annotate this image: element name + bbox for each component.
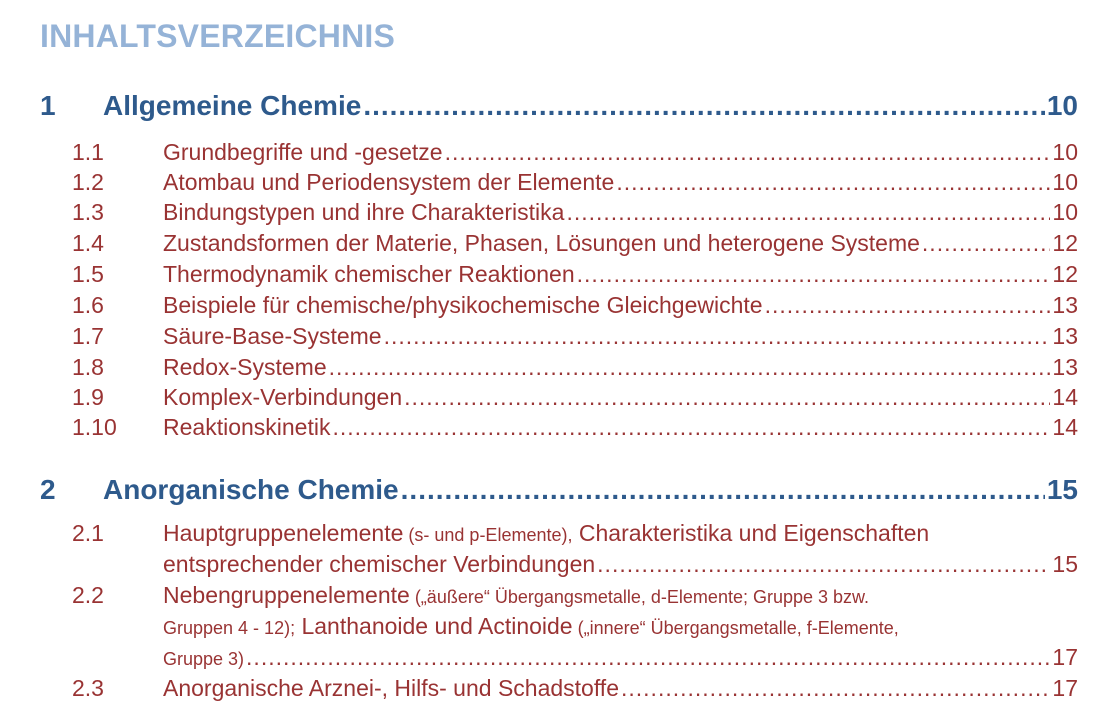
page-number: 17 <box>1052 675 1078 701</box>
section-title[interactable]: Beispiele für chemische/physikochemische Gleichgewichte <box>163 292 763 318</box>
section-title[interactable]: Säure-Base-Systeme <box>163 323 382 349</box>
page-number: 12 <box>1052 261 1078 287</box>
toc-section-1-9[interactable] <box>0 382 1112 412</box>
toc-title: INHALTSVERZEICHNIS <box>40 18 396 54</box>
dot-leader <box>616 167 1050 197</box>
toc-section-1-7[interactable] <box>0 321 1112 351</box>
page-number: 13 <box>1052 323 1078 349</box>
section-title-line2[interactable]: entsprechender chemischer Verbindungen <box>163 551 596 577</box>
toc-section-2-2[interactable] <box>0 580 1112 673</box>
section-title[interactable]: Reaktionskinetik <box>163 414 331 440</box>
dot-leader <box>401 468 1045 512</box>
section-title[interactable]: Redox-Systeme <box>163 354 327 380</box>
page-number: 10 <box>1046 90 1078 121</box>
section-title-line2[interactable]: Gruppen 4 - 12); Lanthanoide und Actinoide („innere“ Übergangsmetalle, f-Elemente, <box>163 613 899 639</box>
section-title[interactable]: Anorganische Arznei-, Hilfs- und Schadstoffe <box>163 675 619 701</box>
dot-leader <box>597 549 1050 580</box>
section-title-line1[interactable]: Nebengruppenelemente („äußere“ Übergangsmetalle, d-Elemente; Gruppe 3 bzw. <box>163 582 870 608</box>
section-title[interactable]: Zustandsformen der Materie, Phasen, Lösungen und heterogene Systeme <box>163 230 920 256</box>
page-number: 15 <box>1052 551 1078 577</box>
toc-chapter-2[interactable] <box>0 468 1112 512</box>
toc-section-2-3[interactable] <box>0 673 1112 703</box>
dot-leader <box>445 137 1051 167</box>
dot-leader <box>246 642 1050 673</box>
section-number: 2.2 <box>72 582 104 608</box>
toc-section-1-2[interactable] <box>0 167 1112 197</box>
toc-section-1-3[interactable] <box>0 197 1112 227</box>
dot-leader <box>922 228 1050 258</box>
dot-leader <box>329 352 1051 382</box>
toc-section-1-1[interactable] <box>0 137 1112 167</box>
page-number: 12 <box>1052 230 1078 256</box>
section-title[interactable]: Thermodynamik chemischer Reaktionen <box>163 261 575 287</box>
dot-leader <box>363 84 1045 128</box>
toc-section-1-8[interactable] <box>0 352 1112 382</box>
dot-leader <box>566 197 1050 227</box>
toc-chapter-1[interactable] <box>0 84 1112 128</box>
chapter-number: 2 <box>40 474 56 505</box>
toc-section-1-10[interactable] <box>0 412 1112 442</box>
section-title[interactable]: Bindungstypen und ihre Charakteristika <box>163 199 565 225</box>
page-number: 13 <box>1052 292 1078 318</box>
chapter-title[interactable]: Anorganische Chemie <box>103 474 399 505</box>
toc-section-1-4[interactable] <box>0 228 1112 258</box>
section-number: 1.9 <box>72 384 104 410</box>
dot-leader <box>765 290 1051 320</box>
section-number: 1.8 <box>72 354 104 380</box>
section-title[interactable]: Komplex-Verbindungen <box>163 384 403 410</box>
section-title-line1[interactable]: Hauptgruppenelemente (s- und p-Elemente), Charakteristika und Eigenschaften <box>163 520 930 546</box>
dot-leader <box>332 412 1050 442</box>
section-number: 2.1 <box>72 520 104 546</box>
section-number: 1.7 <box>72 323 104 349</box>
chapter-number: 1 <box>40 90 56 121</box>
toc-section-2-1[interactable] <box>0 518 1112 580</box>
dot-leader <box>384 321 1051 351</box>
section-number: 1.1 <box>72 139 104 165</box>
section-number: 2.3 <box>72 675 104 701</box>
section-number: 1.3 <box>72 199 104 225</box>
dot-leader <box>577 259 1051 289</box>
chapter-title[interactable]: Allgemeine Chemie <box>103 90 362 121</box>
page-number: 10 <box>1052 169 1078 195</box>
section-title-line3[interactable]: Gruppe 3) <box>163 649 245 669</box>
toc-section-1-6[interactable] <box>0 290 1112 320</box>
page-number: 10 <box>1052 199 1078 225</box>
page-number: 13 <box>1052 354 1078 380</box>
toc-section-1-5[interactable] <box>0 259 1112 289</box>
page-number: 15 <box>1046 474 1078 505</box>
page-number: 14 <box>1052 384 1078 410</box>
dot-leader <box>404 382 1050 412</box>
page-number: 10 <box>1052 139 1078 165</box>
page-number: 14 <box>1052 414 1078 440</box>
section-number: 1.4 <box>72 230 104 256</box>
section-title[interactable]: Atombau und Periodensystem der Elemente <box>163 169 615 195</box>
section-title[interactable]: Grundbegriffe und -gesetze <box>163 139 443 165</box>
section-number: 1.10 <box>72 414 117 440</box>
section-number: 1.6 <box>72 292 104 318</box>
page-number: 17 <box>1052 644 1078 670</box>
section-number: 1.2 <box>72 169 104 195</box>
dot-leader <box>621 673 1050 703</box>
section-number: 1.5 <box>72 261 104 287</box>
